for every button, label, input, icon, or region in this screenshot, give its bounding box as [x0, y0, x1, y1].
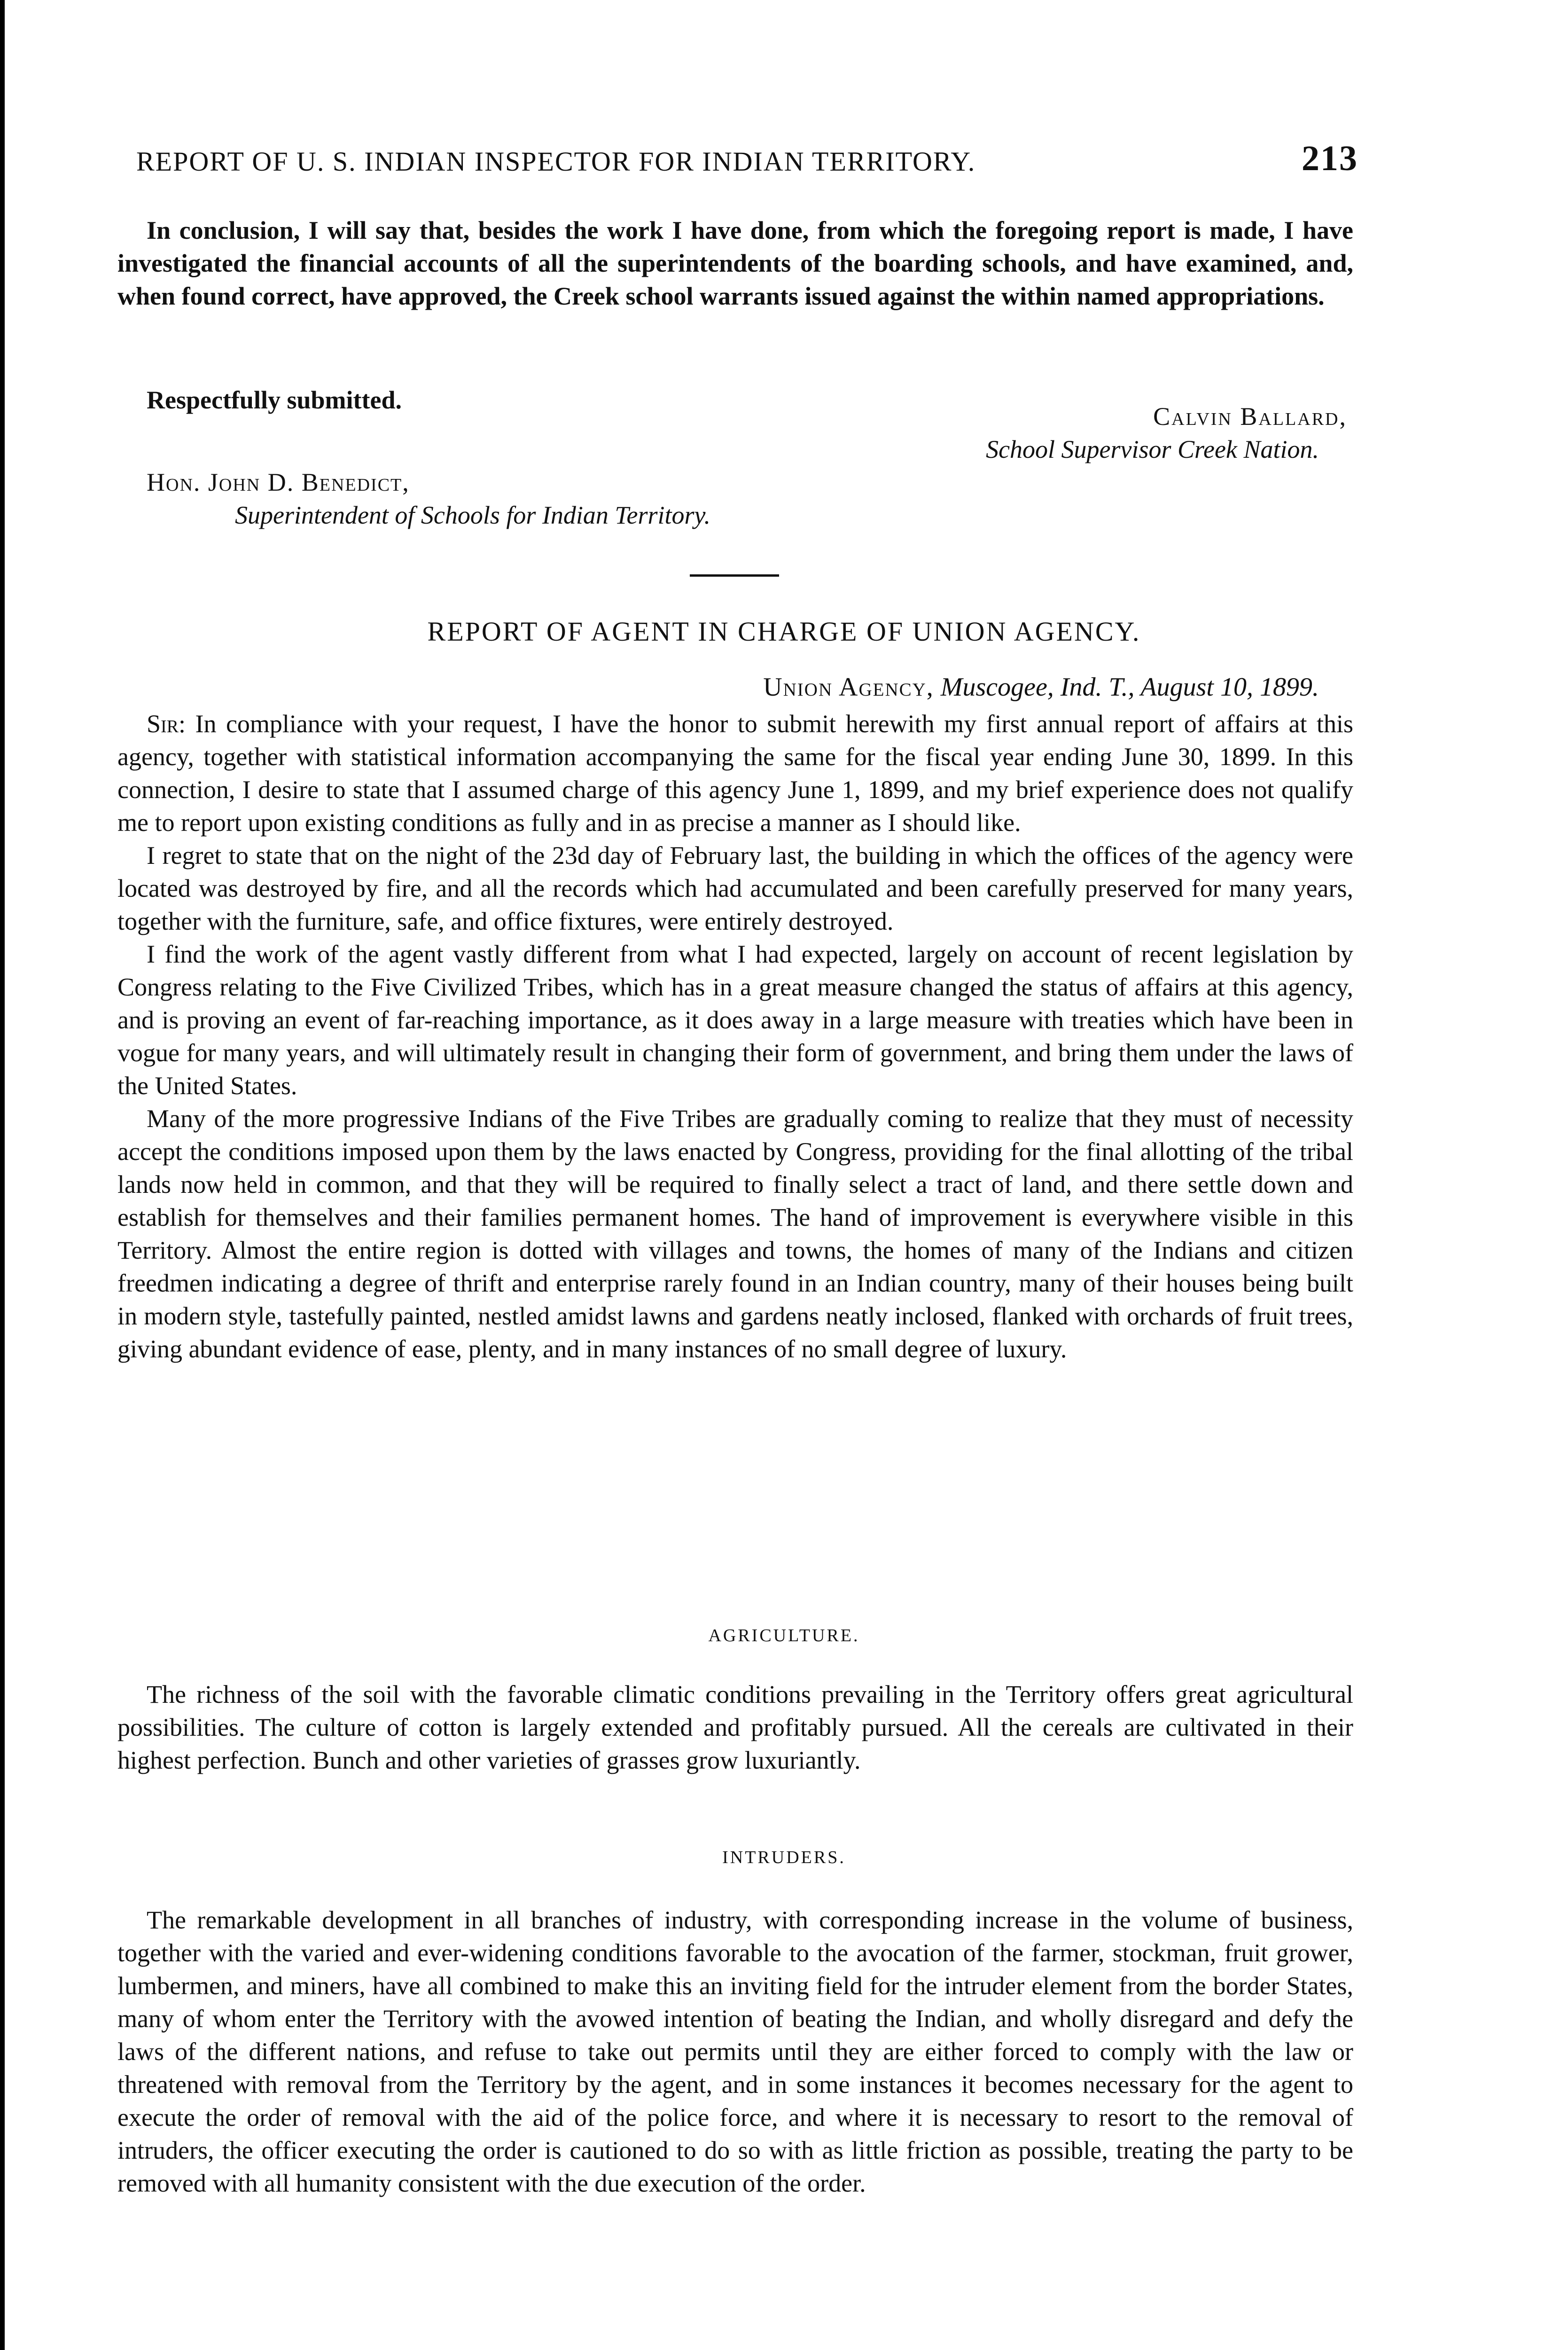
agriculture-heading: AGRICULTURE. — [708, 1626, 860, 1645]
conclusion-section — [117, 214, 1353, 313]
page-number: 213 — [1302, 139, 1358, 178]
report-paragraph: Many of the more progressive Indians of the Five Tribes are gradually coming to realize that they must of necessity accept the conditions imposed upon them by the laws enacted by Congress, providing for the final allotting of the tribal lands now held in common, and that they will be required to finally select a tract of land, and there settle down and establish for themselves and their families permanent homes. The hand of improvement is everywhere visible in this Territory. Almost the entire region is dotted with villages and towns, the homes of many of the Indians and citizen freedmen indicating a degree of thrift and enterprise rarely found in an Indian country, many of their houses being built in modern style, tastefully painted, nestled amidst lawns and gardens neatly inclosed, flanked with orchards of fruit trees, giving abundant evidence of ease, plenty, and in many instances of no small degree of luxury. — [117, 1104, 1353, 1363]
addressee-title: Superintendent of Schools for Indian Territory. — [235, 501, 710, 529]
running-header — [136, 141, 1358, 183]
report-body — [117, 707, 1353, 1365]
report-title: REPORT OF AGENT IN CHARGE OF UNION AGENCY. — [427, 616, 1141, 647]
report-paragraph: I find the work of the agent vastly different from what I had expected, largely on account of recent legislation by Congress relating to the Five Civilized Tribes, which has in a great measure changed the status of affairs at this agency, and is proving an event of far-reaching importance, as it does away in a large measure with treaties which have been in vogue for many years, and will ultimately result in changing their form of government, and bring them under the laws of the United States. — [117, 940, 1353, 1100]
salutation: Sir: — [147, 710, 186, 738]
section-divider — [690, 574, 779, 577]
intruders-heading: INTRUDERS. — [722, 1848, 846, 1867]
dateline-place: Muscogee, Ind. T., August 10, 1899. — [940, 673, 1319, 702]
agriculture-paragraph: The richness of the soil with the favorable climatic conditions prevailing in the Territory offers great agricultural possibilities. The culture of cotton is largely extended and profitably pursued. All the cereals are cultivated in their highest perfection. Bunch and other varieties of grasses grow luxuriantly. — [117, 1680, 1353, 1774]
report-paragraph — [117, 707, 1353, 839]
report-paragraph-text: In compliance with your request, I have the honor to submit herewith my first annual report of affairs at this agency, together with statistical information accompanying the same for the fiscal year ending June 30, 1899. In this connection, I desire to state that I assumed charge of this agency June 1, 1899, and my brief experience does not qualify me to report upon existing conditions as fully and in as precise a manner as I should like. — [117, 710, 1354, 837]
closing-line: Respectfully submitted. — [147, 386, 402, 414]
signer-name: Calvin Ballard, — [1153, 402, 1347, 431]
signer-title: School Supervisor Creek Nation. — [986, 435, 1319, 463]
intruders-section — [117, 1904, 1353, 2200]
conclusion-paragraph: In conclusion, I will say that, besides the work I have done, from which the foregoing report is made, I have investigated the financial accounts of all the superintendents of the boarding schools, and have examined, and, when found correct, have approved, the Creek school warrants issued against the within named appropriations. — [117, 216, 1353, 310]
addressee-name: Hon. John D. Benedict, — [147, 468, 410, 496]
report-paragraph: I regret to state that on the night of the 23d day of February last, the building in which the offices of the agency were located was destroyed by fire, and all the records which had accumulated and been carefully preserved for many years, together with the furniture, safe, and office fixtures, were entirely destroyed. — [117, 841, 1353, 935]
scan-edge-left — [0, 0, 5, 2350]
header-title: REPORT OF U. S. INDIAN INSPECTOR FOR INDIAN TERRITORY. — [136, 146, 976, 177]
agriculture-section — [117, 1678, 1353, 1777]
dateline-agency: Union Agency, — [763, 673, 934, 702]
dateline — [763, 672, 1319, 702]
intruders-paragraph: The remarkable development in all branches of industry, with corresponding increase in the volume of business, together with the varied and ever-widening conditions favorable to the avocation of the farmer, stockman, fruit grower, lumbermen, and miners, have all combined to make this an inviting field for the intruder element from the border States, many of whom enter the Territory with the avowed intention of beating the Indian, and wholly disregard and defy the laws of the different nations, and refuse to take out permits until they are either forced to comply with the law or threatened with removal from the Territory by the agent, and in some instances it becomes necessary for the agent to execute the order of removal with the aid of the police force, and where it is necessary to resort to the removal of intruders, the officer executing the order is cautioned to do so with as little friction as possible, treating the party to be removed with all humanity consistent with the due execution of the order. — [117, 1906, 1353, 2197]
